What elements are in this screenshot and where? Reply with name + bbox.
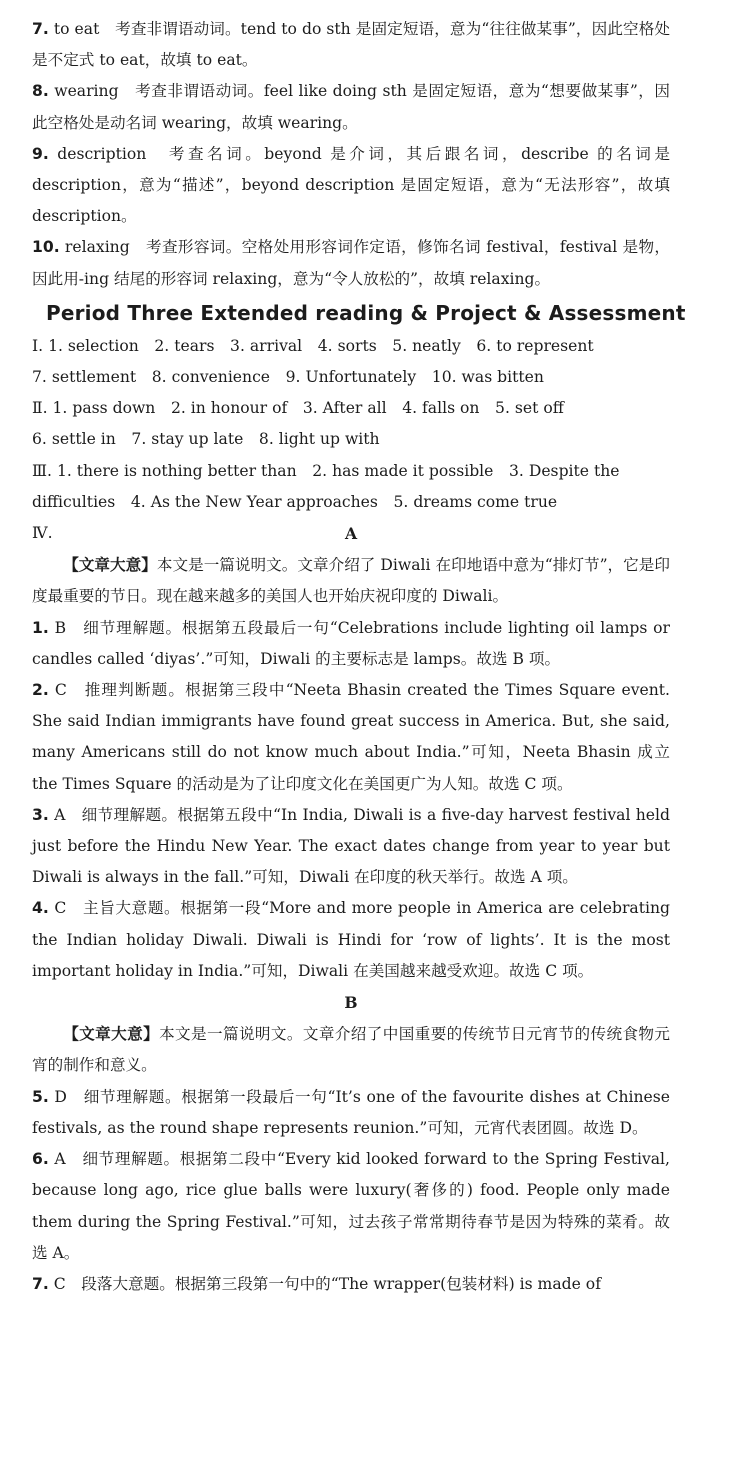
passage-b-summary: 【文章大意】本文是一篇说明文。文章介绍了中国重要的传统节日元宵节的传统食物元宵的制作和意义。 — [32, 1024, 670, 1075]
part-4-header — [32, 518, 670, 549]
passage-b — [32, 1018, 670, 1300]
part-4-label: Ⅳ. — [32, 524, 53, 543]
answer-item-2: 2. C 推理判断题。根据第三段中“Neeta Bhasin created the Times Square event. She said Indian immigrants have found great success in America. But, she said, many Americans still do not know much about India.”可知，Neeta Bhasin 成立 the Times Square 的活动是为了让印度文化在美国更广为人知。故选 C 项。 — [32, 681, 670, 793]
answer-item-9: 9. description 考查名词。beyond 是介词，其后跟名词，describe 的名词是 description，意为“描述”，beyond description 是固定短语，意为“无法形容”，故填 description。 — [32, 144, 670, 226]
answer-row: Ⅲ. 1. there is nothing better than 2. has made it possible 3. Despite the — [32, 461, 620, 480]
section-title: Period Three Extended reading & Project & Assessment — [46, 300, 686, 325]
answer-item-5: 5. D 细节理解题。根据第一段最后一句“It’s one of the favourite dishes at Chinese festivals, as the round shape represents reunion.”可知，元宵代表团圆。故选 D。 — [32, 1087, 670, 1137]
answer-item-4: 4. C 主旨大意题。根据第一段“More and more people in America are celebrating the Indian holiday Diwali. Diwali is Hindi for ‘row of lights’. It is the most important holiday in India.”可知，Diwali 在美国越来越受欢迎。故选 C 项。 — [32, 899, 670, 980]
answer-item-8: 8. wearing 考查非谓语动词。feel like doing sth 是固定短语，意为“想要做某事”，因此空格处是动名词 wearing，故填 wearing。 — [32, 82, 670, 132]
items-top — [32, 14, 670, 295]
answer-row: 7. settlement 8. convenience 9. Unfortunately 10. was bitten — [32, 368, 544, 387]
passage-a — [32, 549, 670, 987]
answer-item-7: 7. to eat 考查非谓语动词。tend to do sth 是固定短语，意为“往往做某事”，因此空格处是不定式 to eat，故填 to eat。 — [32, 20, 670, 70]
answer-key — [32, 331, 670, 518]
passage-a-summary: 【文章大意】本文是一篇说明文。文章介绍了 Diwali 在印地语中意为“排灯节”，它是印度最重要的节日。现在越来越多的美国人也开始庆祝印度的 Diwali。 — [32, 555, 670, 606]
answer-row: Ⅱ. 1. pass down 2. in honour of 3. After all 4. falls on 5. set off — [32, 399, 564, 418]
answer-item-10: 10. relaxing 考查形容词。空格处用形容词作定语，修饰名词 festival，festival 是物，因此用-ing 结尾的形容词 relaxing，意为“令人放松的”，故填 relaxing。 — [32, 238, 670, 288]
answer-row: Ⅰ. 1. selection 2. tears 3. arrival 4. sorts 5. neatly 6. to represent — [32, 336, 594, 355]
answer-item-7b: 7. C 段落大意题。根据第三段第一句中的“The wrapper(包装材料) is made of — [32, 1274, 601, 1293]
passage-a-letter: A — [344, 524, 358, 544]
passage-b-letter: B — [344, 993, 358, 1013]
answer-item-6: 6. A 细节理解题。根据第二段中“Every kid looked forward to the Spring Festival, because long ago, rice glue balls were luxury(奢侈的) food. People only made them during the Spring Festival.”可知，过去孩子常常期待春节是因为特殊的菜肴。故选 A。 — [32, 1150, 670, 1262]
answer-row: difficulties 4. As the New Year approaches 5. dreams come true — [32, 492, 558, 511]
answer-row: 6. settle in 7. stay up late 8. light up with — [32, 430, 380, 449]
answer-item-3: 3. A 细节理解题。根据第五段中“In India, Diwali is a five-day harvest festival held just before the Hindu New Year. The exact dates change from year to year but Diwali is always in the fall.”可知，Diwali 在印度的秋天举行。故选 A 项。 — [32, 805, 670, 887]
answer-page — [32, 14, 686, 1300]
answer-item-1: 1. B 细节理解题。根据第五段最后一句“Celebrations include lighting oil lamps or candles called ‘diyas’.”可知，Diwali 的主要标志是 lamps。故选 B 项。 — [32, 618, 670, 668]
